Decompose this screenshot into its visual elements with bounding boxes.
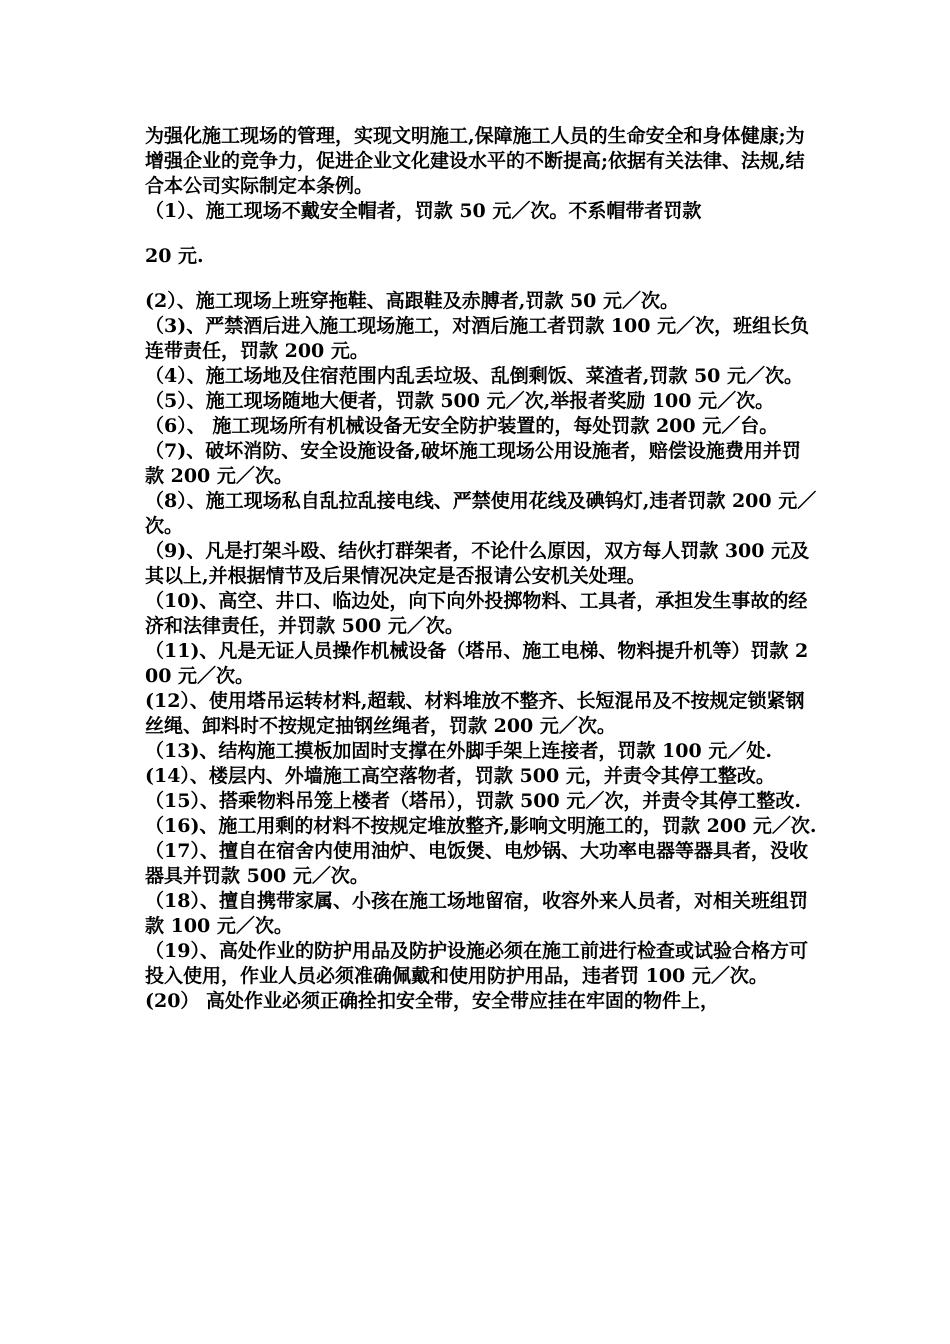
rule-item-4: （4）、施工场地及住宿范围内乱丢垃圾、乱倒剩饭、菜渣者,罚款 50 元／次。 (145, 365, 804, 387)
rule-item-14: (14）、楼层内、外墙施工高空落物者，罚款 500 元，并责令其停工整改。 (145, 765, 775, 787)
rule-item-18: （18）、擅自携带家属、小孩在施工场地留宿，收容外来人员者，对相关班组罚款 100 元／次。 (145, 890, 808, 937)
rule-item-15: （15）、搭乘物料吊笼上楼者（塔吊），罚款 500 元／次，并责令其停工整改. (145, 790, 801, 812)
rule-item-13: （13)、结构施工摸板加固时支撑在外脚手架上连接者，罚款 100 元／处. (145, 740, 772, 762)
rule-item-19: （19）、高处作业的防护用品及防护设施必须在施工前进行检查或试验合格方可投入使用，作业人员必须准确佩戴和使用防护用品，违者罚 100 元／次。 (145, 940, 808, 987)
rule-item-1-continuation: 20 元. (145, 245, 204, 267)
rule-item-10: （10)、高空、井口、临边处，向下向外投掷物料、工具者，承担发生事故的经济和法律责任，并罚款 500 元／次。 (145, 590, 808, 637)
rule-item-16: （16)、施工用剩的材料不按规定堆放整齐,影响文明施工的，罚款 200 元／次. (145, 815, 817, 837)
rule-item-8: （8）、施工现场私自乱拉乱接电线、严禁使用花线及碘钨灯,违者罚款 200 元／次。 (145, 490, 817, 537)
intro-paragraph: 为强化施工现场的管理，实现文明施工,保障施工人员的生命安全和身体健康;为增强企业的竞争力，促进企业文化建设水平的不断提高;依据有关法律、法规,结合本公司实际制定本条例。 (145, 125, 805, 197)
rule-item-2: (2）、施工现场上班穿拖鞋、高跟鞋及赤膊者,罚款 50 元／次。 (145, 290, 679, 312)
rule-item-11: （11)、凡是无证人员操作机械设备（塔吊、施工电梯、物料提升机等）罚款 200 元／次。 (145, 640, 809, 687)
regulation-text (145, 124, 817, 1014)
rule-item-6: （6）、 施工现场所有机械设备无安全防护装置的，每处罚款 200 元／台。 (145, 415, 779, 437)
rule-item-1: （1）、施工现场不戴安全帽者，罚款 50 元／次。不系帽带者罚款 (145, 200, 702, 222)
rule-item-7: （7)、破坏消防、安全设施设备,破坏施工现场公用设施者，赔偿设施费用并罚款 200 元／次。 (145, 440, 801, 487)
rule-item-3: （3)、严禁酒后进入施工现场施工，对酒后施工者罚款 100 元／次，班组长负连带责任，罚款 200 元。 (145, 315, 810, 362)
rule-item-9: （9)、凡是打架斗殴、结伙打群架者，不论什么原因，双方每人罚款 300 元及其以上,并根据情节及后果情况决定是否报请公安机关处理。 (145, 540, 810, 587)
rule-item-5: （5）、施工现场随地大便者，罚款 500 元／次,举报者奖励 100 元／次。 (145, 390, 775, 412)
rule-item-17: （17）、擅自在宿舍内使用油炉、电饭煲、电炒锅、大功率电器等器具者，没收器具并罚款 500 元／次。 (145, 840, 808, 887)
rule-item-20: (20） 高处作业必须正确拴扣安全带，安全带应挂在牢固的物件上， (145, 990, 720, 1012)
rule-item-12: (12）、使用塔吊运转材料,超载、材料堆放不整齐、长短混吊及不按规定锁紧钢丝绳、卸料时不按规定抽钢丝绳者，罚款 200 元／次。 (145, 690, 805, 737)
